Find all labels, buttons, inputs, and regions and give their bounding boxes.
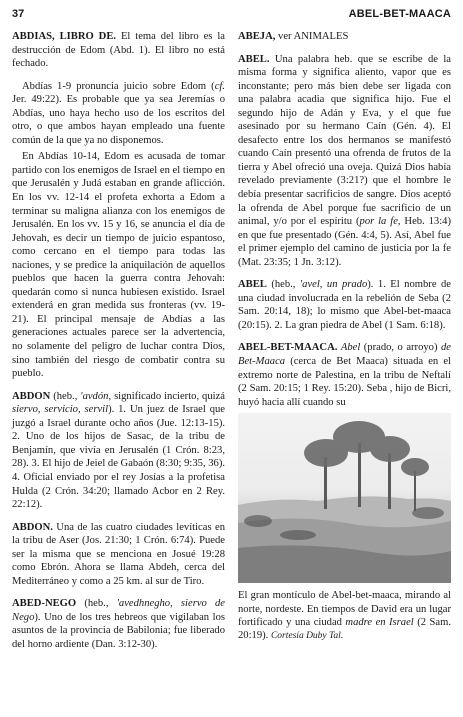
entry-text: significado incierto, quizá [111, 390, 225, 402]
entry-abed-nego [12, 597, 225, 651]
entry-abdias-para3: En Abdías 10-14, Edom es acusada de tomar partido con los enemigos de Israel en el tiempo en que Jerusalén y Judá estaban en grande aflicción. En los vv. 12-14 el profeta exhorta a Edom a terminar su maligna alianza con los enemigos de Jerusalén. En los vv. 15 y 16, se anuncia el día de Jehovah, es decir un tiempo de juicio espantoso, como cercano en el tiempo para todas las naciones, y se predice la aniquilación de aquellos pueblos que hacen la guerra contra Jehovah: quedarán como si nunca hubiesen existido. Israel extenderá en gran medida sus fronteras (vv. 19-21). El principal mensaje de Abdías a las generaciones actuales parece ser la advertencia, no solamente del peligro de luchar contra Dios, sino también del riesgo de combatir contra su pueblo. [12, 151, 225, 380]
entry-text: (prado, o arroyo) [360, 342, 441, 354]
entry-italic: 'avedhnegho, siervo de Nego [12, 598, 225, 623]
entry-text: ). Uno de los tres hebreos que vigilaban los asuntos de la provincia de Babilonia; fue liberado del horno ardiente (Dan. 3:12-30). [12, 611, 225, 650]
headword: ABEL. [238, 53, 270, 65]
entry-text: (heb., [50, 390, 81, 402]
entry-italic: 'avdón, [80, 390, 112, 402]
headword: ABDON. [12, 521, 53, 533]
entry-text: ). 1. El nombre de una ciudad involucrada en la rebelión de Seba (2 Sam. 20:14, 18); lo mismo que Abel-bet-maaca (20:15). 2. La gran piedra de Abel (1 Sam. 6:18). [238, 279, 451, 331]
headword: ABDON [12, 390, 51, 402]
caption-text: (2 Sam. 20:19). [238, 617, 451, 642]
entry-abeja [238, 30, 451, 44]
headword: ABEJA, [238, 31, 276, 42]
headword: ABEL-BET-MAACA. [238, 342, 338, 354]
landscape-illustration [238, 413, 451, 583]
entry-text: (heb., [76, 598, 117, 610]
entry-abdias-para2 [12, 80, 225, 148]
entry-abdon-city [12, 521, 225, 589]
entry-text: Una de las cuatro ciudades levíticas en la tribu de Aser (Jos. 21:30; 1 Crón. 6:74). Puede ser la misma que se menciona en Josué 19:28 como Ebrón. Ahora se llama Abdeh, cerca del Mediterráneo y como a 25 km. al sur de Tiro. [12, 521, 225, 587]
right-column [238, 30, 451, 653]
entry-text: El tema del libro es la destrucción de Edom (Abd. 1). El libro no está fechado. [12, 31, 225, 70]
entry-italic: cf. [214, 80, 225, 92]
page-header [12, 8, 451, 24]
entry-abel-bet-maaca [238, 341, 451, 409]
entry-text: ). 1. Un juez de Israel que juzgó a Israel durante ocho años (Jue. 12:13-15). 2. Uno de los hijos de Sasac, de la tribu de Benjamín, que vivía en Jerusalén (1 Crón. 8:23, 28). 3. El hijo de Jeiel de Gabaón (8:30; 9:35, 36). 4. Oficial enviado por el rey Josías a la profetisa Hulda (2 Crón. 34:20; llamado Acbor en 2 Rey. 22:12). [12, 404, 226, 511]
headword: ABDIAS, LIBRO DE. [12, 31, 117, 42]
entry-abdon [12, 390, 225, 512]
entry-text: (cerca de Bet Maaca) situada en el extremo norte de Palestina, en la tribu de Neftalí (2 Sam. 20:15; 1 Rey. 15:20). Seba , hijo de Bicri, huyó hacia allí cuando su [238, 356, 451, 408]
entry-abdias [12, 30, 225, 71]
mound-photo [238, 413, 451, 583]
entry-italic: de Bet-Maaca [238, 342, 451, 368]
photo-credit: Cortesía Duby Tal. [270, 631, 344, 642]
page-number: 37 [12, 8, 25, 20]
running-title: ABEL-BET-MAACA [348, 8, 451, 20]
caption-text: El gran montículo de Abel-bet-maaca, mirando al norte, nordeste. En tiempos de David era un lugar fortificado y una ciudad [238, 590, 451, 629]
caption-italic: madre en Israel [345, 617, 414, 629]
photo-caption [238, 589, 451, 644]
entry-italic: siervo, servicio, servil [12, 404, 109, 416]
entry-text: Una palabra heb. que se escribe de la misma forma y significa aliento, vapor que es inconstante; pero más bien debe ser ligada con una palabra acadia que significa hijo. Fue el segundo hijo de Adán y Eva, y el que fue asesinado por su hermano Caín (Gén. 4). El desafecto entre los dos hermanos se manifestó cuando Caín presentó una ofrenda de frutos de la tierra y Abel ofreció una oveja. Quizá Dios había revelado previamente (3:21?) que el hombre le debía presentar sacrificios de sangre. Dios aceptó la ofrenda de Abel porque fue sacrificio de un animal, y/o por el espíritu ( [238, 53, 451, 228]
entry-text: Abdías 1-9 pronuncia juicio sobre Edom ( [22, 80, 215, 92]
entry-text: ver ANIMALES [275, 31, 349, 42]
entry-abel [238, 53, 451, 270]
headword: ABEL [238, 279, 267, 291]
entry-abel-city [238, 278, 451, 332]
left-column [12, 30, 225, 661]
entry-text: Jer. 49:22). Es probable que ya sea Jeremías o Abdías, uno haya hecho uso de los escritos del otro, o que ambos hayan empleado una fuente común de la que ya no disponemos. [12, 94, 225, 146]
headword: ABED-NEGO [12, 598, 77, 610]
entry-italic: Abel [340, 342, 361, 354]
entry-italic: por la fe, [359, 216, 401, 228]
entry-italic: 'avel, un prado [299, 279, 368, 291]
entry-text: Heb. 13:4) en que fue presentado (Gén. 4:4, 5). Así, Abel fue el primer ejemplo del camino de justicia por la fe (Mat. 23:35; 1 Jn. 3:12). [238, 216, 451, 268]
entry-text: (heb., [266, 279, 300, 291]
